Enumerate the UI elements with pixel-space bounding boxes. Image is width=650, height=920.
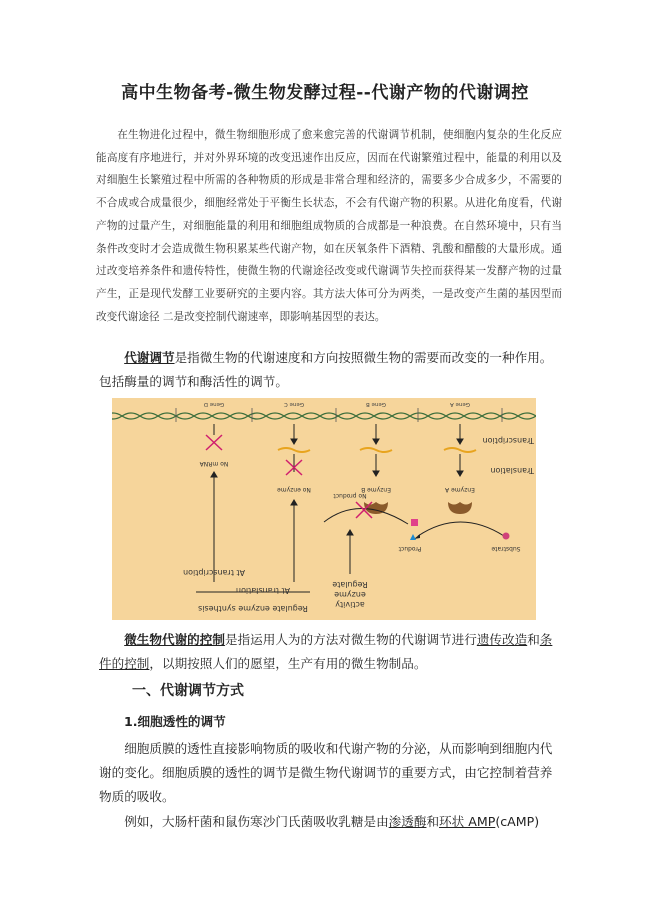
link-permease[interactable]: 渗透酶 <box>388 814 427 829</box>
substrate-label: Substrate <box>491 545 521 552</box>
definition-metabolic-regulation <box>99 346 555 394</box>
no-enzyme-label: No enzyme <box>277 486 311 493</box>
connector-text: 和 <box>527 632 540 647</box>
example-text: 例如，大肠杆菌和鼠伤寒沙门氏菌吸收乳糖是由 <box>124 814 389 829</box>
at-translation-label: At translation <box>235 586 290 595</box>
definition-metabolic-control <box>99 628 555 676</box>
product-label: Product <box>398 545 422 552</box>
subsection-heading: 1.细胞透性的调节 <box>124 714 226 729</box>
diagram-background <box>112 398 536 620</box>
regulate-activity-line2: enzyme <box>334 590 366 599</box>
term-metabolic-control[interactable]: 微生物代谢的控制 <box>124 632 225 647</box>
link-condition-control[interactable]: 条件的控制 <box>99 632 553 671</box>
permeability-paragraph: 细胞质膜的透性直接影响物质的吸收和代谢产物的分泌，从而影响到细胞内代谢的变化。细胞质膜的透性的调节是微生物代谢调节的重要方式，由它控制着营养物质的吸收。 <box>99 741 553 804</box>
reaction-b-substrate <box>411 519 418 526</box>
enzyme-b-label: Enzyme B <box>361 486 391 493</box>
page-title: 高中生物备考-微生物发酵过程--代谢产物的代谢调控 <box>121 83 529 103</box>
connector-text: 和 <box>426 814 440 829</box>
gene-d-label: Gene D <box>203 401 225 407</box>
translation-label: Translation <box>490 466 534 475</box>
transcription-label: Transcription <box>482 436 534 445</box>
example-paragraph <box>99 810 555 834</box>
link-cyclic-amp[interactable]: 环状 AMP <box>439 814 496 829</box>
intro-paragraph: 在生物进化过程中，微生物细胞形成了愈来愈完善的代谢调节机制，使细胞内复杂的生化反应能高度有序地进行，并对外界环境的改变迅速作出反应，因而在代谢繁殖过程中，能量的利用以及对细胞生长繁殖过程中所需的各种物质的形成是非常合理和经济的，需要多少合成多少，不需要的不合成或合成量很少，细胞经常处于平衡生长状态，不会有代谢产物的积累。从进化角度看，代谢产物的过量产生，对细胞能量的利用和细胞组成物质的合成都是一种浪费。在自然环境中，只有当条件改变时才会造成微生物积累某些代谢产物，如在厌氧条件下酒精、乳酸和醋酸的大量形成。通过改变培养条件和遗传特性，使微生物的代谢途径改变或代谢调节失控而获得某一发酵产物的过量产生，正是现代发酵工业要研究的主要内容。其方法大体可分为两类，一是改变产生菌的基因型而改变代谢途径 二是改变控制代谢速率，即影响基因型的表达。 <box>96 129 562 323</box>
no-product-label: No product <box>333 492 367 499</box>
regulate-synthesis-label: Regulate enzyme synthesis <box>198 604 308 613</box>
metabolic-regulation-diagram <box>112 398 536 620</box>
gene-a-label: Gene A <box>449 401 471 407</box>
gene-b-label: Gene B <box>365 401 387 407</box>
term-metabolic-regulation[interactable]: 代谢调节 <box>124 350 175 365</box>
gene-c-label: Gene C <box>283 401 305 407</box>
substrate-dot <box>503 533 510 540</box>
definition-text: 是指微生物的代谢速度和方向按照微生物的需要而改变的一种作用。包括酶量的调节和酶活性的调节。 <box>99 350 553 389</box>
at-transcription-label: At transcription <box>183 568 245 577</box>
regulate-activity-line1: Regulate <box>332 580 368 589</box>
definition-text: ，以期按照人们的愿望，生产有用的微生物制品。 <box>149 656 427 671</box>
section-heading: 一、代谢调节方式 <box>132 683 244 699</box>
regulate-activity-line3: activity <box>335 600 365 609</box>
no-mrna-label: No mRNA <box>199 460 229 467</box>
enzyme-a-label: Enzyme A <box>445 486 475 493</box>
link-genetic-modification[interactable]: 遗传改造 <box>476 632 528 647</box>
example-text: (cAMP) <box>495 814 540 829</box>
definition-text: 是指运用人为的方法对微生物的代谢调节进行 <box>224 632 477 647</box>
